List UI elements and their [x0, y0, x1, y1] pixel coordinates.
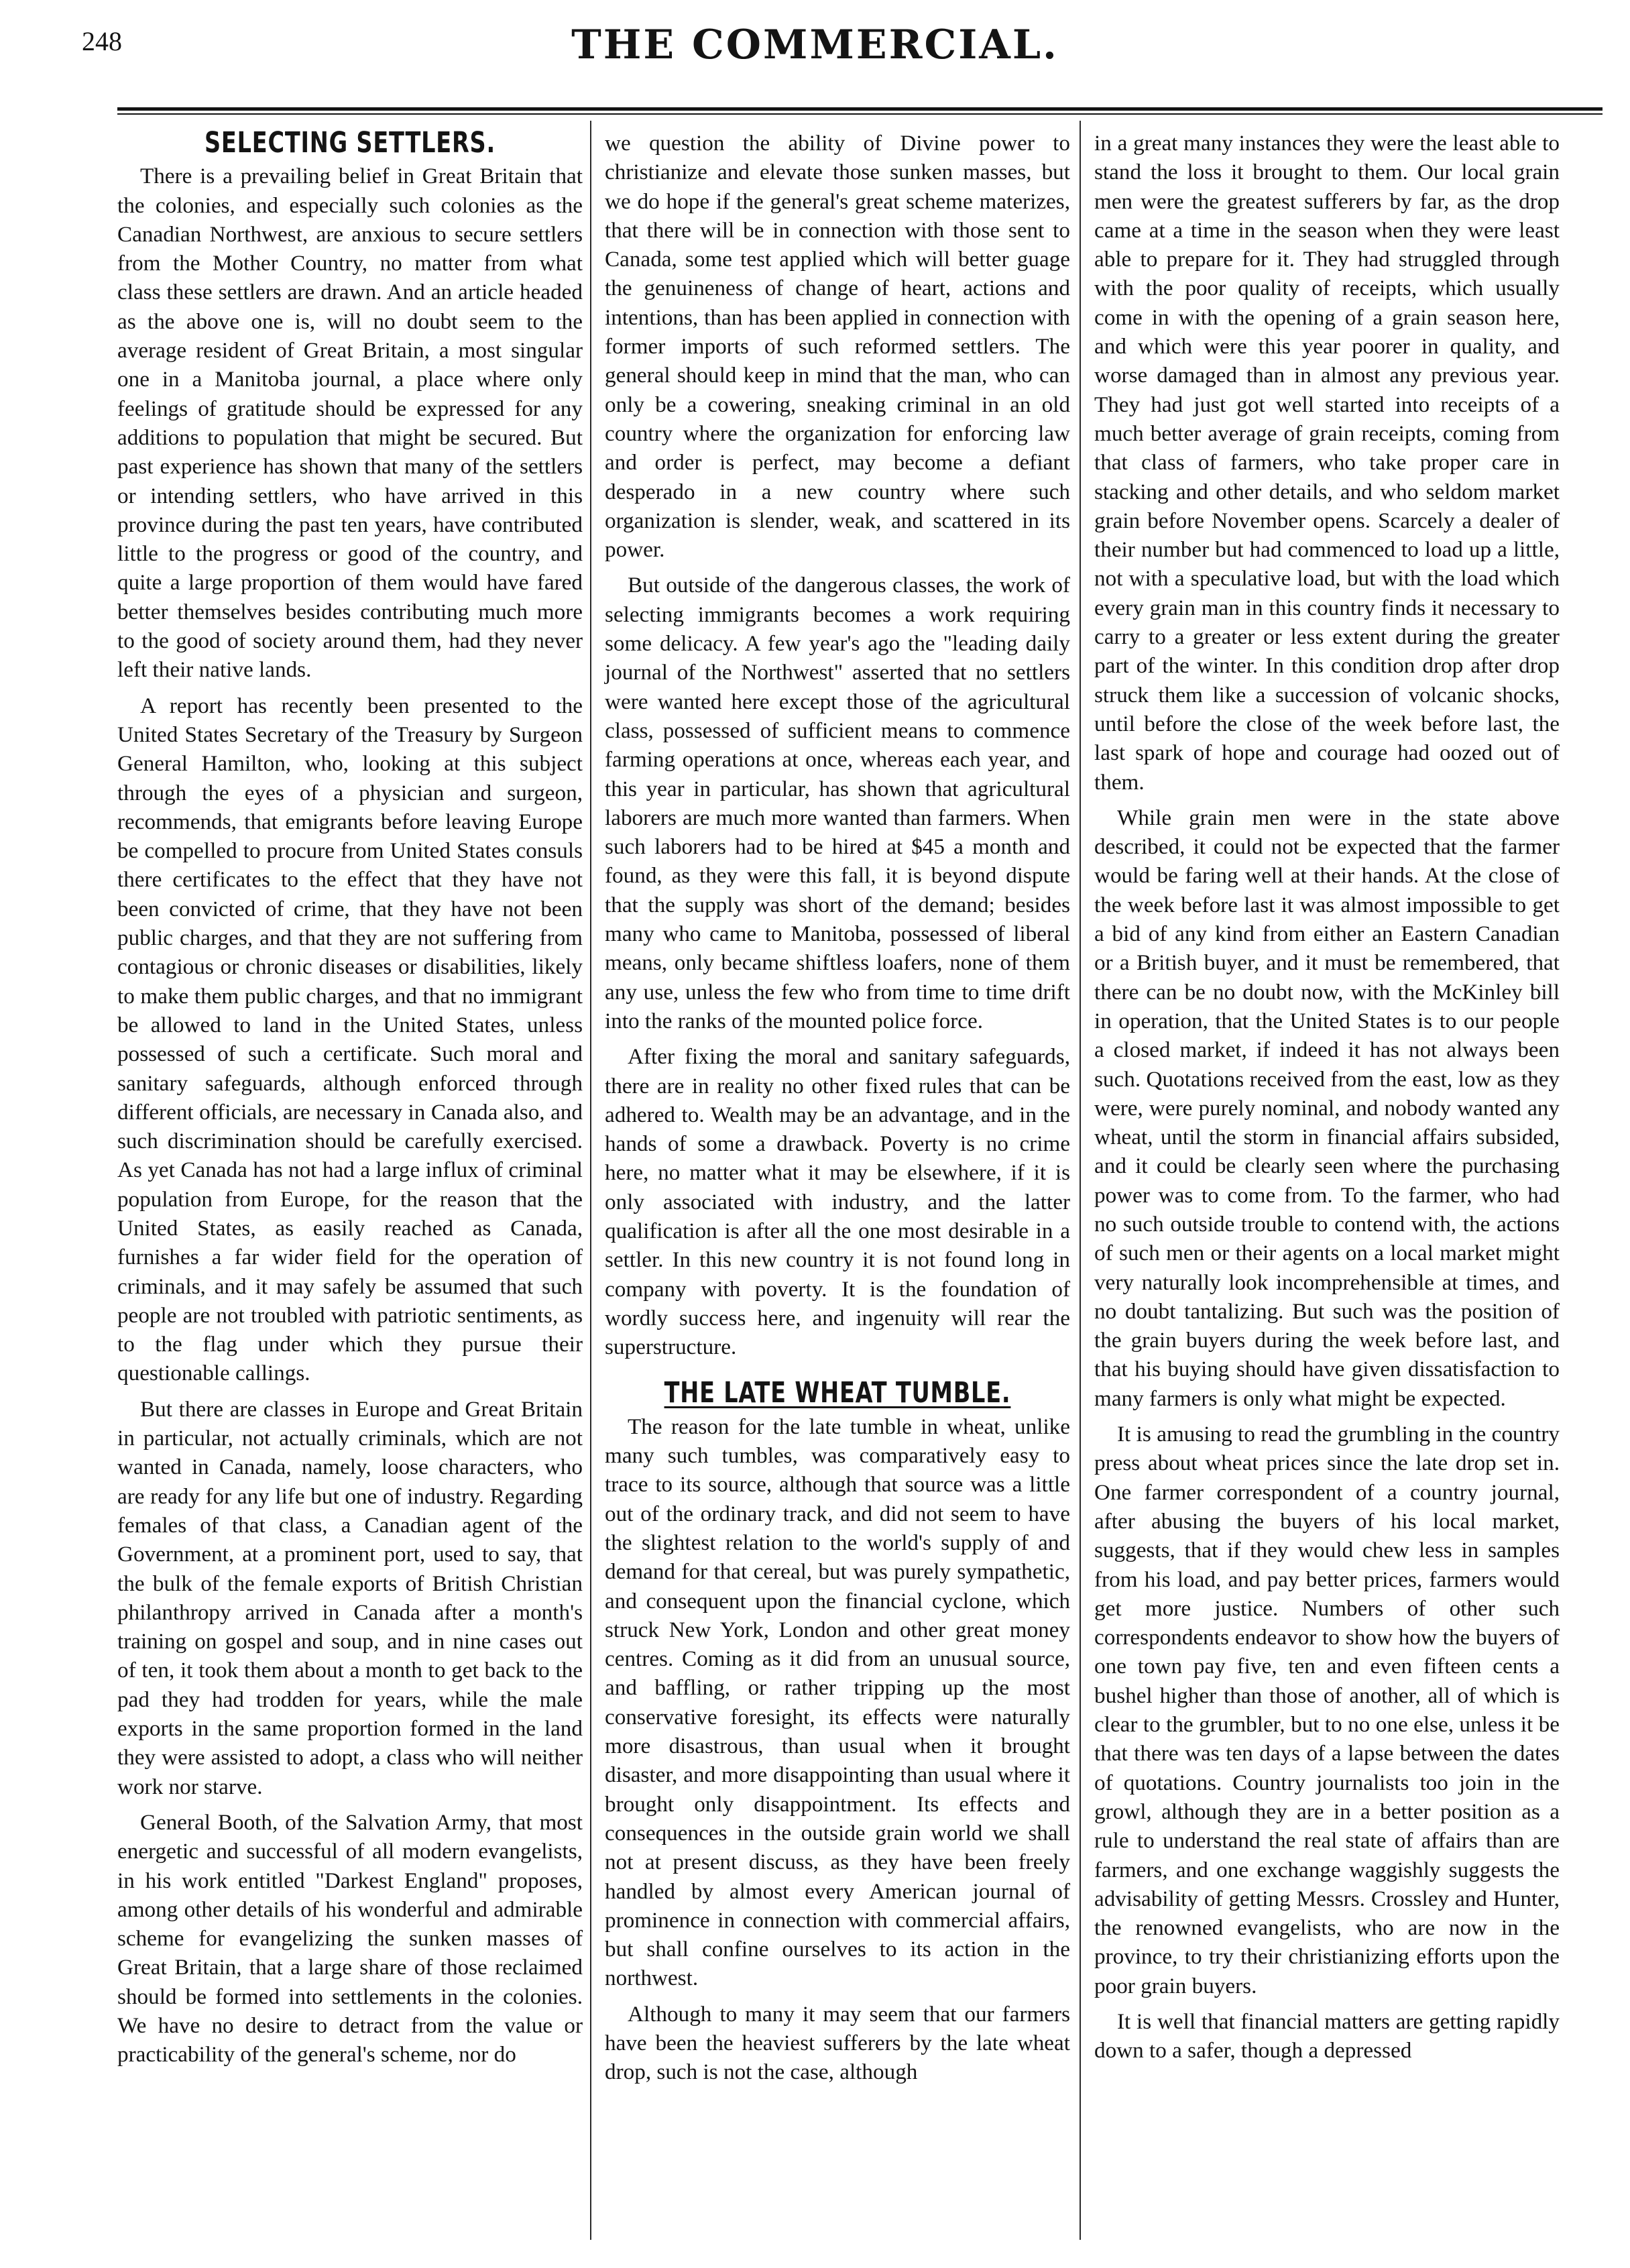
article-paragraph: But outside of the dangerous classes, the work of selecting immigrants becomes a work requiring some delicacy. A few year's ago the "leading daily journal of the Northwest" asserted that no settlers were wanted here except those of the agricultural class, possessed of sufficient means to commence farming operations at once, whereas each year, and this year in particular, has shown that agricultural laborers are much more wanted than farmers. When such laborers had to be hired at $45 a month and found, as they were this fall, it is beyond dispute that the supply was short of the demand; besides many who came to Manitoba, possessed of liberal means, only became shiftless loafers, none of them any use, unless the few who from time to time drift into the ranks of the mounted police force.	[605, 573, 1070, 1033]
article-paragraph: we question the ability of Divine power to christianize and elevate those sunken masses, but we do hope if the general's great scheme materizes, that there will be in connection with those sent to Canada, some test applied which will better guage the genuineness of change of heart, actions and intentions, than has been applied in connection with former imports of such reformed settlers. The general should keep in mind that the man, who can only be a cowering, sneaking criminal in an old country where the organization for enforcing law and order is perfect, may become a defiant desperado in a new country where such organization is slender, weak, and scattered in its power.	[605, 131, 1070, 563]
column-divider	[590, 121, 591, 2240]
article-title-selecting-settlers: SELECTING SETTLERS.	[204, 126, 496, 160]
article-paragraph: There is a prevailing belief in Great Britain that the colonies, and especially such colonies as the Canadian Northwest, are anxious to secure settlers from the Mother Country, no matter from what class these settlers are drawn. And an article headed as the above one is, will no doubt seem to the average resident of Great Britain, a most singular one in a Manitoba journal, a place where only feelings of gratitude should be expressed for any additions to population that might be secured. But past experience has shown that many of the settlers or intending settlers, who have arrived in this province during the past ten years, have contributed little to the progress or good of the country, and quite a large proportion of them would have fared better themselves besides contributing much more to the good of society around them, had they never left their native lands.	[117, 164, 583, 683]
column-divider	[1080, 121, 1081, 2240]
article-paragraph: The reason for the late tumble in wheat, unlike many such tumbles, was comparatively easy to trace to its source, although that source was a little out of the ordinary track, and did not seem to have the slightest relation to the world's supply of and demand for that cereal, but was purely sympathetic, and consequent upon the financial cyclone, which struck New York, London and other great money centres. Coming as it did from an unusual source, and baffling, or rather tripping up the most conservative foresight, its effects were naturally more disastrous, than usual when it brought disaster, and more disappointing than usual where it brought only disappointment. Its effects and consequences in the outside grain world we shall not at present discuss, as they have been freely handled by almost every American journal of prominence in connection with commercial affairs, but shall confine ourselves to its action in the northwest.	[605, 1414, 1070, 1991]
article-title-late-wheat-tumble: THE LATE WHEAT TUMBLE.	[664, 1376, 1011, 1410]
column-3	[1094, 129, 1560, 2072]
header-rule-thin	[117, 113, 1603, 115]
article-paragraph: It is amusing to read the grumbling in the country press about wheat prices since the late drop set in. One farmer correspondent of a country journal, after abusing the buyers of his local market, suggests, that if they would chew less in samples from his load, and pay better prices, farmers would get more justice. Numbers of other such correspondents endeavor to show how the buyers of one town pay five, ten and even fifteen cents a bushel higher than those of another, all of which is clear to the grumbler, but to no one else, unless it be that there was ten days of a lapse between the dates of quotations. Country journalists too join in the growl, although they are in a better position as a rule to understand the real state of affairs than are farmers, and one exchange waggishly suggests the advisability of getting Messrs. Crossley and Hunter, the renowned evangelists, who are now in the province, to try their christianizing efforts upon the poor grain buyers.	[1094, 1422, 1560, 1998]
article-paragraph: But there are classes in Europe and Great Britain in particular, not actually criminals, which are not wanted in Canada, namely, loose characters, who are ready for any life but one of industry. Regarding females of that class, a Canadian agent of the Government, at a prominent port, used to say, that the bulk of the female exports of British Christian philanthropy arrived in Canada after a month's training on gospel and soup, and in nine cases out of ten, it took them about a month to get back to the pad they had trodden for years, while the male exports in the same proportion formed in the land they were assisted to adopt, a class who will neither work nor starve.	[117, 1396, 583, 1799]
masthead-title: THE COMMERCIAL.	[571, 21, 1059, 68]
article-paragraph: A report has recently been presented to the United States Secretary of the Treasury by Surgeon General Hamilton, who, looking at this subject through the eyes of a physician and surgeon, recommends, that emigrants before leaving Europe be compelled to procure from United States consuls there certificates to the effect that they have not been convicted of crime, that they have not been public charges, and that they are not suffering from contagious or chronic diseases or disabilities, likely to make them public charges, and that no immigrant be allowed to land in the United States, unless possessed of such a certificate. Such moral and sanitary safeguards, although enforced through different officials, are necessary in Canada also, and such discrimination should be carefully exercised. As yet Canada has not had a large influx of criminal population from Europe, for the reason that the United States, as easily reached as Canada, furnishes a far wider field for the operation of criminals, and it may safely be assumed that such people are not troubled with patriotic sentiments, as to the flag under which they pursue their questionable callings.	[117, 693, 583, 1386]
article-paragraph: While grain men were in the state above described, it could not be expected that the farmer would be faring well at their hands. At the close of the week before last it was almost impossible to get a bid of any kind from either an Eastern Canadian or a British buyer, and it must be remembered, that there can be no doubt now, with the McKinley bill in operation, that the United States is to our people a closed market, if indeed it has not always been such. Quotations received from the east, low as they were, were purely nominal, and nobody wanted any wheat, until the storm in financial affairs subsided, and it could be clearly seen where the purchasing power was to come from. To the farmer, who had no such outside trouble to contend with, the actions of such men or their agents on a local market might very naturally look incomprehensible at times, and no doubt tantalizing. But such was the position of the grain buyers during the week before last, and that his buying should have given dissatisfaction to many farmers is only what might be expected.	[1094, 805, 1560, 1411]
article-paragraph: General Booth, of the Salvation Army, that most energetic and successful of all modern evangelists, in his work entitled "Darkest England" proposes, among other details of his wonderful and admirable scheme for evangelizing the sunken masses of Great Britain, that a large share of those reclaimed should be formed into settlements in the colonies. We have no desire to detract from the value or practicability of the general's scheme, nor do	[117, 1809, 583, 2067]
article-paragraph: After fixing the moral and sanitary safeguards, there are in reality no other fixed rules that can be adhered to. Wealth may be an advantage, and in the hands of some a drawback. Poverty is no crime here, no matter what it may be elsewhere, if it is only associated with industry, and the latter qualification is after all the one most desirable in a settler. In this new country it is not found long in company with poverty. It is the foundation of wordly success here, and ingenuity will rear the superstructure.	[605, 1044, 1070, 1360]
article-paragraph: in a great many instances they were the least able to stand the loss it brought to them. Our local grain men were the greatest sufferers by far, as the drop came at a time in the season when they were least able to prepare for it. They had struggled through with the poor quality of receipts, which usually come in with the opening of a grain season here, and which were this year poorer in quality, and worse damaged than in almost any previous year. They had just got well started into receipts of a much better average of grain receipts, coming from that class of farmers, who take proper care in stacking and other details, and who seldom market grain before November opens. Scarcely a dealer of their number but had commenced to load up a little, not with a speculative load, but with the load which every grain man in this country finds it necessary to carry to a greater or less extent during the greater part of the winter. In this condition drop after drop struck them like a succession of volcanic shocks, until before the close of the week before last, the last spark of hope and courage had oozed out of them.	[1094, 131, 1560, 795]
header-rule	[117, 107, 1603, 111]
article-paragraph: Although to many it may seem that our farmers have been the heaviest sufferers by the late wheat drop, such is not the case, although	[605, 2001, 1070, 2085]
page-number: 248	[82, 26, 122, 56]
article-paragraph: It is well that financial matters are getting rapidly down to a safer, though a depressed	[1094, 2009, 1560, 2063]
column-2	[605, 129, 1070, 2094]
column-1	[117, 126, 583, 2076]
